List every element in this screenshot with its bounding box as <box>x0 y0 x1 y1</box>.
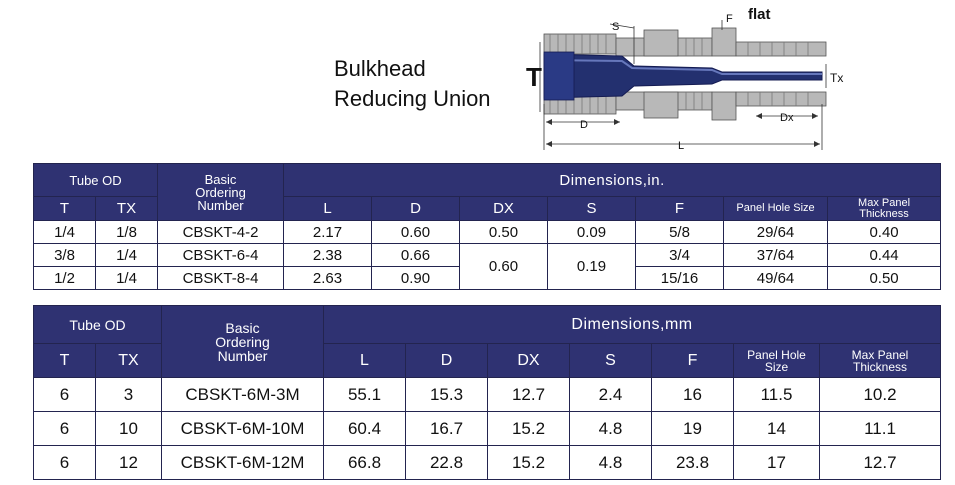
cell-dx: 0.60 <box>460 244 548 290</box>
table-row <box>34 378 941 412</box>
cell-s: 4.8 <box>570 446 652 480</box>
col-d: D <box>406 344 488 378</box>
label-f: F <box>726 13 733 25</box>
cell-dx: 15.2 <box>488 446 570 480</box>
cell-l: 2.17 <box>284 221 372 244</box>
cell-l: 2.63 <box>284 267 372 290</box>
cell-f: 23.8 <box>652 446 734 480</box>
cell-f: 19 <box>652 412 734 446</box>
cell-l: 55.1 <box>324 378 406 412</box>
header-dimensions: Dimensions,in. <box>284 164 941 197</box>
label-tx: Tx <box>830 71 844 85</box>
cell-tx: 1/4 <box>96 267 158 290</box>
cell-f: 3/4 <box>636 244 724 267</box>
header-basic-ordering-number: Basic Ordering Number <box>162 306 324 378</box>
cell-max-thickness: 12.7 <box>820 446 941 480</box>
cell-dx: 0.50 <box>460 221 548 244</box>
col-max-panel-thickness: Max Panel Thickness <box>820 344 941 378</box>
cell-part-number: CBSKT-8-4 <box>158 267 284 290</box>
header-tube-od: Tube OD <box>34 306 162 344</box>
cell-d: 0.66 <box>372 244 460 267</box>
label-d: D <box>580 119 588 131</box>
cell-max-thickness: 11.1 <box>820 412 941 446</box>
col-s: S <box>548 197 636 221</box>
table-row <box>34 244 941 267</box>
fitting-diagram <box>522 4 852 154</box>
cell-max-thickness: 0.50 <box>828 267 941 290</box>
cell-panel-hole: 29/64 <box>724 221 828 244</box>
cell-part-number: CBSKT-6M-3M <box>162 378 324 412</box>
table-row <box>34 221 941 244</box>
col-f: F <box>636 197 724 221</box>
col-l: L <box>284 197 372 221</box>
cell-d: 22.8 <box>406 446 488 480</box>
cell-tx: 1/8 <box>96 221 158 244</box>
cell-t: 3/8 <box>34 244 96 267</box>
cell-panel-hole: 11.5 <box>734 378 820 412</box>
cell-panel-hole: 49/64 <box>724 267 828 290</box>
col-panel-hole-size: Panel Hole Size <box>724 197 828 221</box>
cell-tx: 1/4 <box>96 244 158 267</box>
label-l: L <box>678 140 685 152</box>
col-s: S <box>570 344 652 378</box>
cell-dx: 15.2 <box>488 412 570 446</box>
cell-panel-hole: 14 <box>734 412 820 446</box>
dimensions-table-inches <box>33 163 941 290</box>
cell-t: 1/2 <box>34 267 96 290</box>
table-row <box>34 446 941 480</box>
cell-part-number: CBSKT-6M-10M <box>162 412 324 446</box>
cell-d: 0.90 <box>372 267 460 290</box>
cell-panel-hole: 37/64 <box>724 244 828 267</box>
label-flat: flat <box>748 6 771 23</box>
dimensions-table-mm <box>33 305 941 480</box>
header-dimensions: Dimensions,mm <box>324 306 941 344</box>
cell-l: 60.4 <box>324 412 406 446</box>
cell-dx: 12.7 <box>488 378 570 412</box>
label-s: S <box>612 21 620 33</box>
col-d: D <box>372 197 460 221</box>
cell-f: 16 <box>652 378 734 412</box>
cell-t: 6 <box>34 446 96 480</box>
product-title-line1: Bulkhead <box>334 56 426 81</box>
col-l: L <box>324 344 406 378</box>
col-tx: TX <box>96 197 158 221</box>
cell-t: 6 <box>34 378 96 412</box>
table-row <box>34 412 941 446</box>
cell-s: 0.19 <box>548 244 636 290</box>
col-t: T <box>34 344 96 378</box>
header-basic-ordering-number: Basic Ordering Number <box>158 164 284 221</box>
col-f: F <box>652 344 734 378</box>
product-title-line2: Reducing Union <box>334 86 491 111</box>
col-dx: DX <box>460 197 548 221</box>
header-tube-od: Tube OD <box>34 164 158 197</box>
cell-s: 4.8 <box>570 412 652 446</box>
cell-max-thickness: 0.40 <box>828 221 941 244</box>
cell-tx: 12 <box>96 446 162 480</box>
cell-f: 5/8 <box>636 221 724 244</box>
col-tx: TX <box>96 344 162 378</box>
cell-part-number: CBSKT-6M-12M <box>162 446 324 480</box>
col-max-panel-thickness: Max Panel Thickness <box>828 197 941 221</box>
cell-t: 1/4 <box>34 221 96 244</box>
cell-d: 15.3 <box>406 378 488 412</box>
cell-s: 0.09 <box>548 221 636 244</box>
label-t: T <box>526 62 542 92</box>
cell-l: 66.8 <box>324 446 406 480</box>
product-title <box>334 54 491 114</box>
cell-s: 2.4 <box>570 378 652 412</box>
cell-max-thickness: 0.44 <box>828 244 941 267</box>
cell-tx: 3 <box>96 378 162 412</box>
cell-tx: 10 <box>96 412 162 446</box>
cell-part-number: CBSKT-6-4 <box>158 244 284 267</box>
cell-part-number: CBSKT-4-2 <box>158 221 284 244</box>
label-dx: Dx <box>780 112 794 124</box>
col-panel-hole-size: Panel Hole Size <box>734 344 820 378</box>
col-dx: DX <box>488 344 570 378</box>
cell-f: 15/16 <box>636 267 724 290</box>
cell-d: 16.7 <box>406 412 488 446</box>
cell-l: 2.38 <box>284 244 372 267</box>
cell-d: 0.60 <box>372 221 460 244</box>
cell-t: 6 <box>34 412 96 446</box>
col-t: T <box>34 197 96 221</box>
cell-max-thickness: 10.2 <box>820 378 941 412</box>
cell-panel-hole: 17 <box>734 446 820 480</box>
